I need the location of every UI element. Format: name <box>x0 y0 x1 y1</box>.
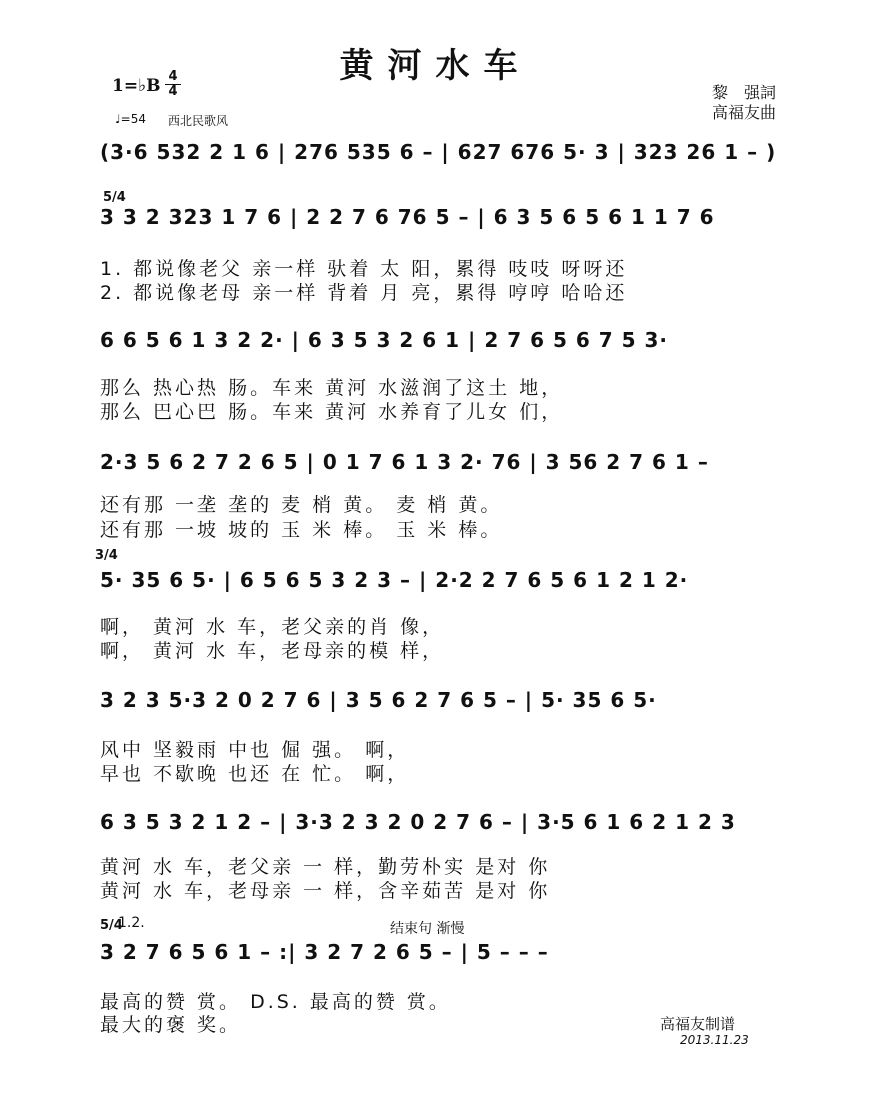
notation-row: 6 3 5 3 2 1 2 – | 3·3 2 3 2 0 2 7 6 – | 3·5 6 1 6 2 1 2 3 <box>100 810 736 834</box>
lyric-line: 啊， 黄河 水 车，老父亲的肖 像， <box>100 616 445 638</box>
lyric-line: 最大的褒 奖。 <box>100 1014 242 1036</box>
lyric-line: 还有那 一垄 垄的 麦 梢 黄。 麦 梢 黄。 <box>100 494 503 516</box>
notation-row: (3·6 532 2 1 6 | 276 535 6 – | 627 676 5· 3 | 323 26 1 – ) <box>100 140 777 164</box>
lyric-line: 黄河 水 车，老父亲 一 样，勤劳朴实 是对 你 <box>100 856 551 878</box>
lyric-line: 啊， 黄河 水 车，老母亲的模 样， <box>100 640 445 662</box>
page-title: 黄河水车 <box>339 46 532 86</box>
lyric-line: 那么 热心热 肠。车来 黄河 水滋润了这土 地， <box>100 377 564 399</box>
lyric-line: 1. 都说像老父 亲一样 驮着 太 阳，累得 吱吱 呀呀还 <box>100 258 628 280</box>
key-signature: 1=♭B <box>112 76 161 96</box>
time-bottom: 4 <box>165 84 181 99</box>
notation-row: 3 2 7 6 5 6 1 – :| 3 2 7 2 6 5 – | 5 – – – <box>100 940 549 964</box>
ending-final: 结束句 渐慢 <box>390 921 465 937</box>
notation-row: 6 6 5 6 1 3 2 2· | 6 3 5 3 2 6 1 | 2 7 6 5 6 7 5 3· <box>100 328 668 352</box>
notation-row: 5· 35 6 5· | 6 5 6 5 3 2 3 – | 2·2 2 7 6 5 6 1 2 1 2· <box>100 568 689 592</box>
arranger-credit: 高福友制谱 <box>660 1015 736 1033</box>
lyric-line: 早也 不歇晚 也还 在 忙。 啊， <box>100 763 410 785</box>
notation-row: 3 2 3 5·3 2 0 2 7 6 | 3 5 6 2 7 6 5 – | 5· 35 6 5· <box>100 688 657 712</box>
lyric-line: 黄河 水 车，老母亲 一 样，含辛茹苦 是对 你 <box>100 880 551 902</box>
lyric-line: 风中 坚毅雨 中也 倔 强。 啊， <box>100 739 410 761</box>
lyric-line: 还有那 一坡 坡的 玉 米 棒。 玉 米 棒。 <box>100 519 503 541</box>
tempo-mark: ♩=54 <box>115 112 146 126</box>
lyricist: 黎 强詞 <box>711 83 776 102</box>
lyric-line: 最高的赞 赏。 D.S. 最高的赞 赏。 <box>100 991 451 1013</box>
meter-mark: 5/4 <box>103 190 126 205</box>
time-top: 4 <box>168 69 178 84</box>
notation-row: 3 3 2 323 1 7 6 | 2 2 7 6 76 5 – | 6 3 5 6 5 6 1 1 7 6 <box>100 205 715 229</box>
time-signature <box>165 70 181 99</box>
lyric-line: 2. 都说像老母 亲一样 背着 月 亮，累得 哼哼 哈哈还 <box>100 282 628 304</box>
composer: 高福友曲 <box>711 103 776 122</box>
style-mark: 西北民歌风 <box>168 114 229 128</box>
ending-1-2: 1.2. <box>118 915 145 931</box>
meter-mark: 5/4 <box>100 918 123 933</box>
lyric-line: 那么 巴心巴 肠。车来 黄河 水养育了儿女 们， <box>100 401 564 423</box>
notation-row: 2·3 5 6 2 7 2 6 5 | 0 1 7 6 1 3 2· 76 | 3 56 2 7 6 1 – <box>100 450 709 474</box>
meter-mark: 3/4 <box>95 548 118 563</box>
arrangement-date: 2013.11.23 <box>680 1033 749 1047</box>
